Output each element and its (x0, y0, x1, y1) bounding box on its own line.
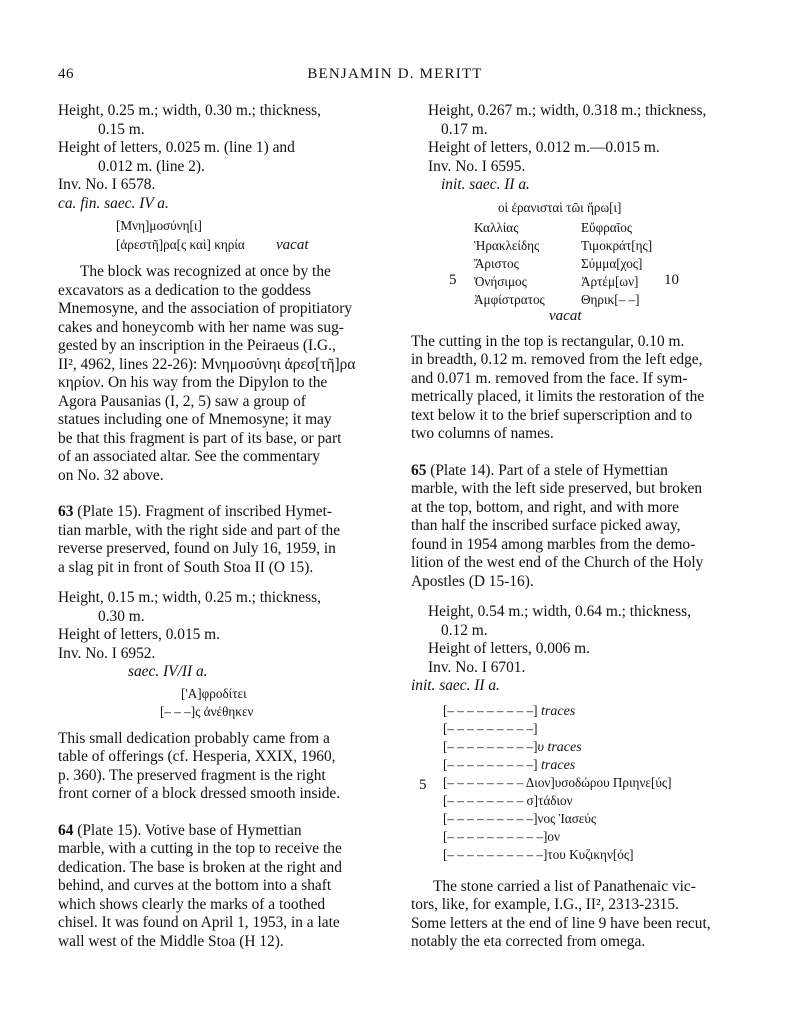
name-left: Καλλίας (474, 219, 519, 235)
inscription-line: [– – – – – – – – –] traces (443, 702, 576, 719)
letters-height-line: Height of letters, 0.015 m. (58, 626, 220, 643)
commentary-line: II², 4962, lines 22-26): Μνημοσύνηι ἀρεσ[τῆ]ρα (58, 355, 356, 373)
inscription-heading: οἱ ἐρανισταὶ τῶι ἥρω[ι] (498, 199, 622, 215)
inscription-line: [– – –]ς ἀνέθηκεν (160, 703, 254, 719)
commentary-line: statues including one of Mnemosyne; it may (58, 411, 332, 428)
commentary-line: Agora Pausanias (I, 2, 5) saw a group of (58, 392, 306, 410)
description-line: dedication. The base is broken at the right and (58, 858, 342, 876)
description-line: a slag pit in front of South Stoa II (O 15). (58, 558, 314, 576)
inventory-number: Inv. No. I 6952. (58, 644, 156, 662)
commentary-line: metrically placed, it limits the restoration of the (411, 388, 705, 405)
commentary-line: and 0.071 m. removed from the face. If sym- (411, 369, 688, 387)
commentary-line: The block was recognized at once by the (80, 263, 331, 280)
entry-number: 65 (411, 461, 427, 479)
name-right: Εὔφραῖος (581, 219, 633, 235)
letters-height-line: Height of letters, 0.006 m. (428, 640, 590, 657)
measurement-line: 0.30 m. (98, 607, 145, 625)
inscription-line: [– – – – – – – – –] (443, 720, 538, 736)
inscription-line: [– – – – – – – – –]υ traces (443, 738, 582, 755)
commentary-line: κηρίον. On his way from the Dipylon to the (58, 374, 328, 391)
inscription-line: [– – – – – – – – –] traces (443, 756, 576, 773)
commentary-line: table of offerings (cf. Hesperia, XXIX, 1960, (58, 748, 336, 765)
inventory-number: Inv. No. I 6595. (428, 157, 526, 175)
commentary-line: of an associated altar. See the commentary (58, 448, 320, 465)
right-column (411, 102, 751, 952)
name-left: Ὀνήσιμος (474, 273, 527, 289)
name-left: Ἄριστος (474, 255, 519, 271)
commentary-line: tors, like, for example, I.G., II², 2313-2315. (411, 896, 679, 913)
inscription-line: [Μνη]μοσύνη[ι] (116, 218, 202, 233)
measurement-line: Height, 0.15 m.; width, 0.25 m.; thickness, (58, 589, 321, 606)
description-line: wall west of the Middle Stoa (H 12). (58, 932, 284, 950)
description-line: (Plate 14). Part of a stele of Hymettian (430, 461, 668, 479)
commentary-paragraph (411, 878, 751, 952)
name-right: Ἀρτέμ[ων] (581, 273, 639, 289)
inscription-text (411, 195, 751, 324)
date-line: init. saec. II a. (411, 677, 500, 694)
inscription-line: ['Α]φροδίτει (181, 685, 247, 701)
commentary-line: The cutting in the top is rectangular, 0.10 m. (411, 332, 685, 350)
commentary-line: text below it to the brief superscription and to (411, 406, 693, 424)
description-line: lition of the west end of the Church of the Holy (411, 554, 704, 571)
inscription-line: [– – – – – – – – –]νος Ἰασεύς (443, 810, 597, 826)
description-line: which shows clearly the marks of a toothed (58, 895, 326, 913)
measurement-line: Height, 0.54 m.; width, 0.64 m.; thickness, (428, 603, 691, 620)
date-line: init. saec. II a. (441, 176, 530, 193)
inscription-text (58, 213, 376, 255)
commentary-line: cakes and honeycomb with her name was sug- (58, 318, 344, 336)
commentary-paragraph (58, 263, 376, 485)
commentary-line: p. 360). The preserved fragment is the right (58, 766, 326, 784)
inscription-line: [– – – – – – – – σ]τάδιον (443, 792, 573, 808)
left-column (58, 102, 376, 951)
letters-height-line: 0.012 m. (line 2). (98, 157, 205, 175)
inscription-text (58, 682, 376, 722)
description-line: chisel. It was found on April 1, 1953, in a late (58, 914, 340, 931)
commentary-line: Mnemosyne, and the association of propitiatory (58, 300, 353, 317)
name-right: Τιμοκράτ[ης] (581, 237, 653, 253)
commentary-line: front corner of a block dressed smooth inside. (58, 785, 341, 802)
commentary-line: in breadth, 0.12 m. removed from the left edge, (411, 351, 703, 368)
running-title: BENJAMIN D. MERITT (307, 66, 483, 82)
inventory-number: Inv. No. I 6701. (428, 658, 526, 676)
name-right: Θηρικ[– –] (581, 291, 640, 307)
entry-number: 64 (58, 821, 74, 839)
line-number: 10 (664, 271, 679, 288)
line-number: 5 (419, 776, 427, 793)
description-line: (Plate 15). Fragment of inscribed Hymet- (77, 503, 332, 520)
date-line: ca. fin. saec. IV a. (58, 194, 169, 212)
commentary-line: The stone carried a list of Panathenaic vic- (433, 877, 696, 895)
description-line: marble, with the left side preserved, but broken (411, 480, 703, 497)
description-line: Apostles (D 15-16). (411, 572, 534, 590)
date-line: saec. IV/II a. (128, 663, 208, 680)
inscription-line: [– – – – – – – – – –]ον (443, 828, 560, 844)
commentary-line: Some letters at the end of line 9 have been recut, (411, 914, 711, 932)
inscription-text (411, 696, 751, 866)
commentary-line: excavators as a dedication to the goddess (58, 281, 312, 299)
measurement-line: Height, 0.25 m.; width, 0.30 m.; thickness, (58, 102, 321, 119)
name-left: Ἡρακλείδης (474, 237, 540, 253)
line-number: 5 (449, 271, 457, 288)
commentary-line: be that this fragment is part of its base, or part (58, 429, 342, 447)
description-line: (Plate 15). Votive base of Hymettian (77, 821, 302, 839)
commentary-paragraph (58, 730, 376, 804)
description-line: at the top, bottom, and right, and with more (411, 498, 680, 516)
inventory-number: Inv. No. I 6578. (58, 176, 156, 193)
inscription-line: [ἀρεστῆ]ρα[ς καὶ] κηρία (116, 237, 245, 252)
letters-height-line: Height of letters, 0.012 m.—0.015 m. (428, 139, 660, 156)
commentary-line: two columns of names. (411, 425, 554, 442)
page-number: 46 (58, 66, 74, 82)
description-line: than half the inscribed surface picked away, (411, 517, 681, 534)
measurement-line: 0.15 m. (98, 120, 145, 138)
entry-64-description (58, 822, 376, 952)
description-line: behind, and curves at the bottom into a shaft (58, 877, 332, 894)
entry-65-description (411, 462, 751, 592)
description-line: tian marble, with the right side and part of the (58, 521, 341, 539)
measurement-line: 0.12 m. (441, 621, 488, 639)
inscription-line: [– – – – – – – – Διον]υσοδώρου Πριηνε[ύς] (443, 774, 672, 790)
name-left: Ἀμφίστρατος (474, 291, 545, 307)
commentary-line: notably the eta corrected from omega. (411, 933, 646, 950)
vacat-note: vacat (276, 237, 309, 253)
measurement-line: Height, 0.267 m.; width, 0.318 m.; thickness, (428, 102, 707, 119)
entry-63-description (58, 503, 376, 577)
vacat-note: vacat (549, 307, 582, 324)
entry-number: 63 (58, 503, 74, 520)
measurement-line: 0.17 m. (441, 120, 488, 138)
name-right: Σύμμα[χος] (581, 255, 643, 271)
commentary-paragraph (411, 333, 751, 444)
commentary-line: This small dedication probably came from a (58, 729, 330, 747)
commentary-line: on No. 32 above. (58, 466, 164, 484)
letters-height-line: Height of letters, 0.025 m. (line 1) and (58, 139, 295, 156)
description-line: reverse preserved, found on July 16, 1959, in (58, 540, 336, 557)
inscription-line: [– – – – – – – – – –]του Κυζικην[ός] (443, 846, 634, 862)
description-line: marble, with a cutting in the top to receive the (58, 840, 342, 857)
commentary-line: gested by an inscription in the Peiraeus (I.G., (58, 337, 336, 354)
description-line: found in 1954 among marbles from the demo- (411, 535, 696, 553)
